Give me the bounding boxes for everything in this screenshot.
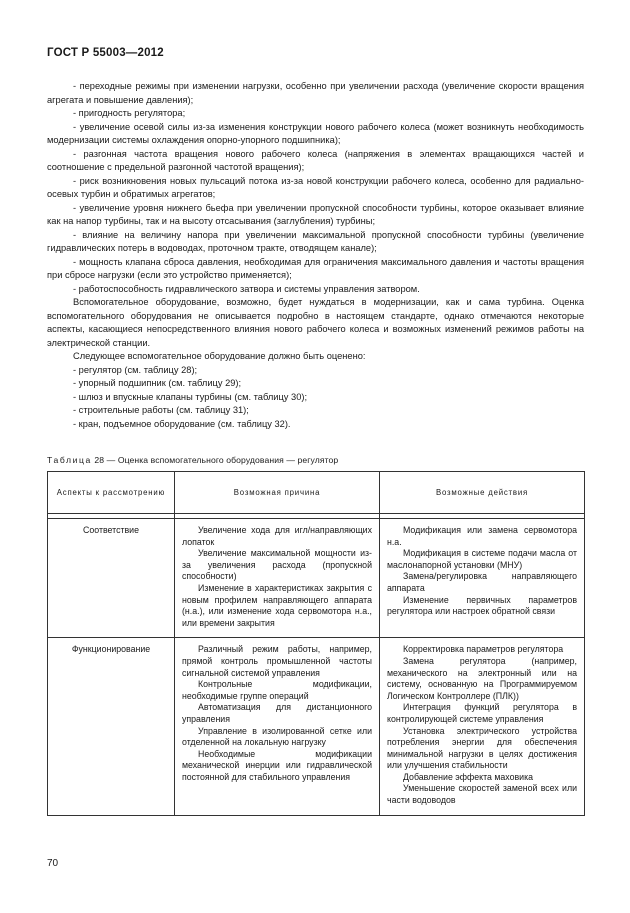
document-header: ГОСТ Р 55003—2012: [47, 47, 164, 59]
column-header-aspects: Аспекты к рассмотрению: [48, 472, 175, 514]
list-item: - строительные работы (см. таблицу 31);: [73, 405, 249, 415]
action-item: Замена/регулировка направляющего аппарата: [387, 571, 577, 593]
action-item: Корректировка параметров регулятора: [403, 644, 564, 655]
list-item: - регулятор (см. таблицу 28);: [73, 364, 198, 375]
regulator-table: [47, 471, 585, 816]
cause-item: Изменение в характеристиках закрытия с новым профилем направляющего аппарата (н.а.), или изменение хода сервомотора н.а., или времени закрытия: [182, 582, 372, 628]
column-header-actions: Возможные действия: [380, 472, 585, 514]
list-item: - кран, подъемное оборудование (см. таблицу 32).: [73, 418, 291, 429]
paragraph: - увеличение уровня нижнего бьефа при увеличении пропускной способности турбины, которое оказывает влияние как на напор турбины, так и на высоту отсасывания (заглубления) турбины;: [47, 202, 584, 226]
action-item: Модификация или замена сервомотора н.а.: [387, 525, 577, 547]
cause-item: Увеличение максимальной мощности из-за увеличения расхода (пропускной способности): [182, 548, 372, 582]
paragraph: Следующее вспомогательное оборудование должно быть оценено:: [73, 351, 366, 361]
paragraph: Вспомогательное оборудование, возможно, будет нуждаться в модернизации, как и сама турбина. Оценка вспомогательного оборудования не описывается подробно в настоящем стандарте, однако отмечаются некоторые аспекты, касающиеся непосредственного влияния нового рабочего колеса и возможных изменений режимов работы на электрической станции.: [47, 297, 584, 348]
table-caption: [47, 455, 338, 465]
column-header-cause: Возможная причина: [175, 472, 380, 514]
paragraph: - мощность клапана сброса давления, необходимая для ограничения максимального давления и частоты вращения при сбросе нагрузки (если это устройство применяется);: [47, 256, 584, 280]
cause-cell: [175, 638, 380, 815]
action-cell: [380, 638, 585, 815]
action-cell: [380, 519, 585, 638]
action-item: Замена регулятора (например, механического на электронный или на систему, основанную на Программируемом Логическом Контроллере (ПЛК)): [387, 655, 577, 701]
paragraph: - влияние на величину напора при увеличении максимальной пропускной способности турбины (увеличение гидравлических потерь в водоводах, проточном тракте, отводящем канале);: [47, 229, 584, 253]
cause-cell: [175, 519, 380, 638]
cause-item: Контрольные модификации, необходимые группе операций: [182, 679, 372, 701]
table-row: [48, 519, 585, 638]
paragraph: - переходные режимы при изменении нагрузки, особенно при увеличении расхода (увеличение скорости вращения агрегата и повышение давления);: [47, 81, 584, 105]
action-item: Интеграция функций регулятора в контролирующей системе управления: [387, 702, 577, 724]
cause-item: Управление в изолированной сетке или отделенной на локальную нагрузку: [182, 725, 372, 748]
body-text: [47, 80, 584, 431]
table-caption-title: 28 — Оценка вспомогательного оборудования — регулятор: [91, 455, 339, 465]
page-number: 70: [47, 858, 59, 869]
paragraph: - работоспособность гидравлического затвора и системы управления затвором.: [73, 283, 420, 294]
action-item: Уменьшение скоростей заменой всех или части водоводов: [387, 783, 577, 806]
list-item: - шлюз и впускные клапаны турбины (см. таблицу 30);: [73, 391, 308, 402]
list-item: - упорный подшипник (см. таблицу 29);: [73, 378, 242, 388]
cause-item: Необходимые модификации механической инерции или гидравлической постоянной для стабильного управления: [182, 748, 372, 782]
paragraph: - разгонная частота вращения нового рабочего колеса (напряжения в элементах вращающихся частей и соотношение с предельной разгонной частотой вращения);: [47, 148, 584, 172]
table-header-row: [48, 472, 585, 514]
cause-item: Различный режим работы, например, прямой контроль промышленной частоты сигнальной системой управления: [182, 644, 372, 678]
paragraph: - риск возникновения новых пульсаций потока из-за новой конструкции рабочего колеса, особенно для радиально-осевых турбин и обратимых агрегатов;: [47, 175, 584, 199]
action-item: Добавление эффекта маховика: [403, 771, 534, 782]
paragraph: - пригодность регулятора;: [73, 108, 186, 118]
table-row: [48, 638, 585, 815]
aspect-cell: Функционирование: [48, 638, 175, 815]
action-item: Модификация в системе подачи масла от маслонапорной установки (МНУ): [387, 548, 577, 570]
paragraph: - увеличение осевой силы из-за изменения конструкции нового рабочего колеса (может возникнуть необходимость модернизации системы охлаждения опорно-упорного подшипника);: [47, 121, 584, 145]
action-item: Изменение первичных параметров регулятора или настроек обратной связи: [387, 594, 577, 617]
cause-item: Увеличение хода для игл/направляющих лопаток: [182, 525, 372, 547]
action-item: Установка электрического устройства потребления энергии для обеспечения минимальной нагрузки в целях достижения или улучшения стабильности: [387, 725, 577, 771]
aspect-cell: Соответствие: [48, 519, 175, 638]
cause-item: Автоматизация для дистанционного управления: [182, 702, 372, 724]
table-caption-label: Таблица: [47, 455, 92, 465]
